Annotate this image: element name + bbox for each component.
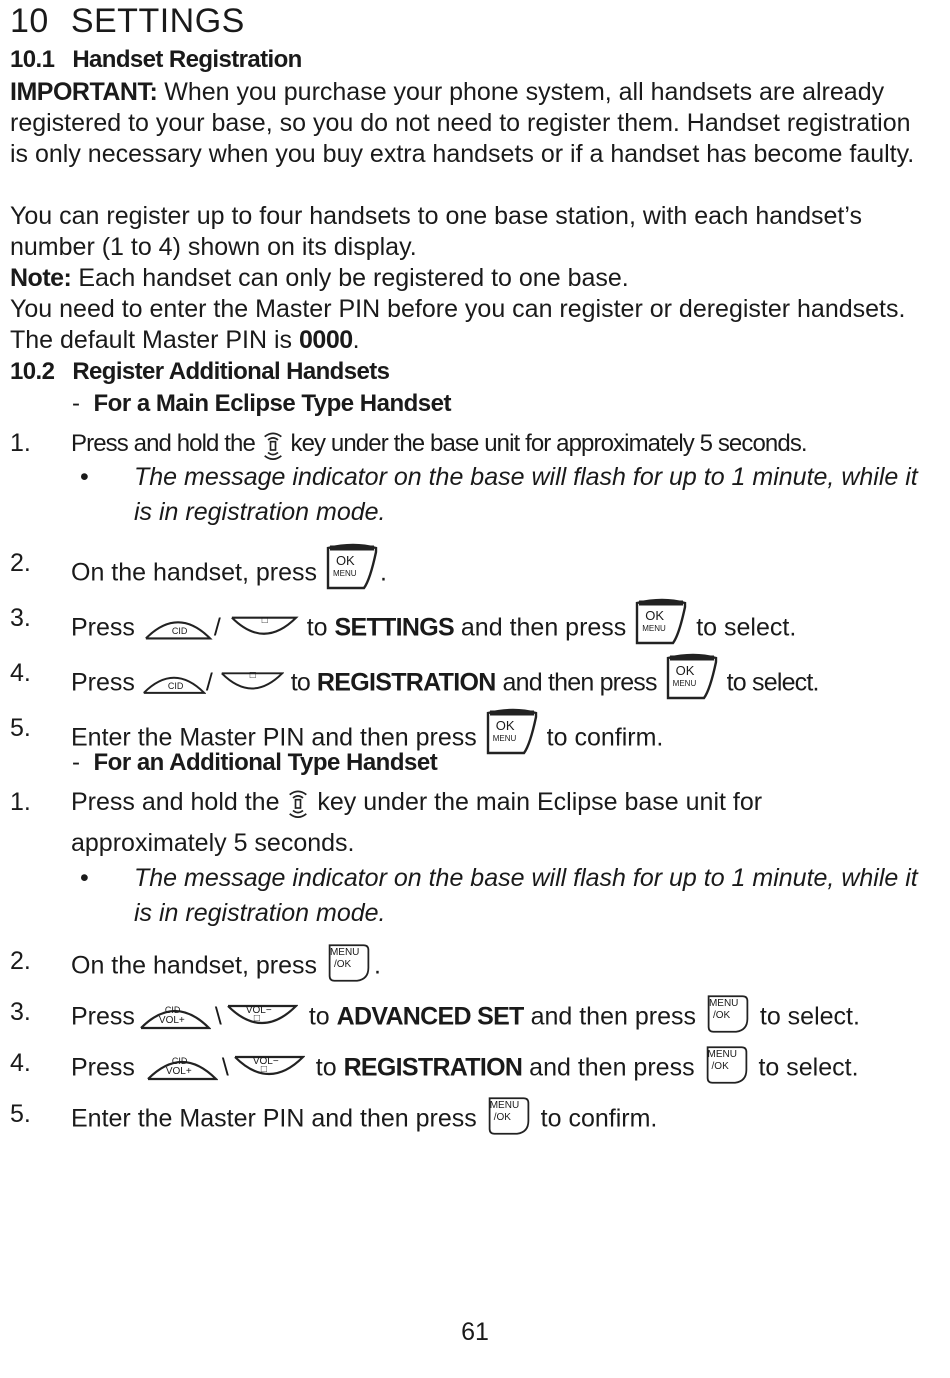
step-text-part: and then press [529,1053,695,1082]
step-text-part: Enter the Master PIN and then press [71,723,477,752]
note-paragraph [10,263,930,294]
down-phonebook-key-icon: □ [220,667,284,701]
pin-period: . [352,326,360,354]
step-text-part: Press and hold the [71,788,280,816]
ok-menu-key-icon: OK MENU [633,597,689,649]
step-text [71,658,819,710]
bullet-dot: • [80,463,89,491]
section-heading [10,2,245,41]
step-text [71,1048,859,1090]
note-label: Note: [10,264,72,292]
cid-volup-key-icon: CID VOL+ [135,1000,215,1036]
step-text-part: to select. [759,1002,860,1031]
page-key-icon [286,788,310,818]
bullet-dot: • [80,864,89,892]
procedure-title: For an Additional Type Handset [93,749,438,776]
step-text-part: to select. [758,1053,859,1082]
important-text: When you purchase your phone system, all handsets are already registered to your base, so you do not need to register them. Handset registration is only necessary when you buy extra handsets or if a handset has become faulty. [10,78,915,168]
step-number: 5. [10,1100,31,1128]
step-text-part: to [315,1053,337,1082]
up-cid-key-icon: CID [142,667,206,701]
ok-menu-key-icon: OK MENU [484,707,540,759]
important-paragraph [10,77,930,170]
step-text-part: to confirm. [546,723,664,752]
pin-paragraph [10,294,930,356]
menu-setting-name: ADVANCED SET [336,1002,524,1031]
step-number: 4. [10,1049,31,1077]
step-text-part: Press [71,668,135,697]
step-text [71,548,387,600]
subsection-heading-10-2 [10,358,389,386]
bullet-text: The message indicator on the base will flash for up to 1 minute, while it is in registration mode. [134,864,918,927]
procedure-title: For a Main Eclipse Type Handset [93,390,451,417]
step-text [71,428,807,460]
dash: - [72,749,80,776]
page-key-icon [261,430,285,460]
step-number: 3. [10,998,31,1026]
step-text-part: Press [71,1053,135,1082]
note-text: Each handset can only be registered to one base. [78,264,629,292]
menu-setting-name: REGISTRATION [343,1053,523,1082]
step-text-part: and then press [502,668,657,697]
step-text-part: Enter the Master PIN and then press [71,1104,477,1133]
separator: \ [214,1002,222,1031]
menu-ok-key-icon: MENU /OK [484,1095,534,1137]
step-text [71,1099,657,1141]
dash: - [72,390,80,417]
menu-ok-key-icon: MENU /OK [702,1044,752,1086]
step-text-part: and then press [530,1002,696,1031]
step-text-part: to confirm. [540,1104,658,1133]
ok-menu-key-icon: OK MENU [664,652,720,704]
step-number: 2. [10,947,31,975]
step-text-part: and then press [460,613,627,642]
step-text [71,997,860,1039]
subsection-heading-10-1 [10,46,302,74]
step-text-part: Press [71,1002,135,1031]
step-number: 1. [10,788,31,816]
section-number: 10 [10,2,49,40]
step-text-part: to [306,613,328,642]
step-text [71,603,796,655]
procedure-heading-main [72,390,451,418]
step-text [71,787,762,818]
step-text-part: On the handset, press [71,951,317,980]
step-text-part: . [373,951,381,980]
ok-menu-key-icon: OK MENU [324,542,380,594]
page-number: 61 [461,1318,489,1346]
section-title: SETTINGS [70,2,245,40]
up-cid-key-icon: CID [142,612,214,646]
step-text-part: On the handset, press [71,558,317,587]
separator: \ [221,1053,229,1082]
capacity-text: You can register up to four handsets to one base station, with each handset’s number (1 to 4) shown on its display. [10,202,862,261]
step-number: 2. [10,549,31,577]
step-text-part: Press and hold the [71,430,255,457]
menu-setting-name: SETTINGS [334,613,454,642]
step-number: 5. [10,714,31,742]
voldown-phonebook-key-icon: VOL− □ [229,1051,309,1087]
subsection-title: Register Additional Handsets [72,358,390,385]
step-number: 4. [10,659,31,687]
step-text-part: to select. [726,668,819,697]
important-label: IMPORTANT: [10,78,158,106]
capacity-paragraph [10,201,930,263]
step-number: 3. [10,604,31,632]
step-text-part: key under the main Eclipse base unit for [317,788,763,816]
subsection-number: 10.2 [10,358,55,385]
down-phonebook-key-icon: □ [228,612,300,646]
procedure-heading-additional [72,749,437,777]
step-text-part: to [308,1002,330,1031]
step-text-part: to select. [696,613,797,642]
step-text-part: approximately 5 seconds. [71,829,355,857]
voldown-phonebook-key-icon: VOL− □ [222,1000,302,1036]
bullet-text: The message indicator on the base will flash for up to 1 minute, while it is in registration mode. [134,463,918,526]
step-text-part: Press [71,613,135,642]
separator: / [213,613,221,642]
separator: / [205,668,213,697]
step-text-part: key under the base unit for approximately 5 seconds. [290,430,807,457]
pin-text: You need to enter the Master PIN before you can register or deregister handsets. The default Master PIN is [10,295,906,354]
subsection-title: Handset Registration [72,46,302,73]
step-number: 1. [10,429,31,457]
default-pin: 0000 [299,326,353,354]
step-text-part: . [379,558,387,587]
step-text [71,946,381,988]
cid-volup-key-icon: CID VOL+ [142,1051,222,1087]
menu-ok-key-icon: MENU /OK [324,942,374,984]
menu-ok-key-icon: MENU /OK [703,993,753,1035]
step-text-part: to [290,668,310,697]
menu-setting-name: REGISTRATION [316,668,496,697]
subsection-number: 10.1 [10,46,55,73]
